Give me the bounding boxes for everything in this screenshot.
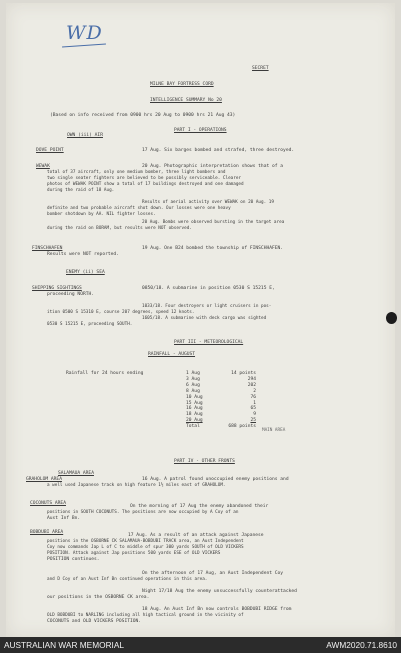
section-heading: RAINFALL - AUGUST [148,352,196,357]
entry-line: a well used Japanese track on high feature 1½ miles east of GRAHOLOM. [47,483,226,488]
entry-line: Results were NOT reported. [47,252,119,257]
entry-line: 0530 S 15215 E, proceeding SOUTH. [47,322,133,327]
part-heading: PART I - OPERATIONS [174,128,227,133]
entry-line: during the raid of 18 Aug. [47,188,115,193]
footer-institution: AUSTRALIAN WAR MEMORIAL [4,640,125,650]
section-heading: ENEMY (ii) SEA [66,270,105,275]
rainfall-value: 202 [247,382,256,388]
rainfall-value: 76 [250,394,256,400]
rainfall-value: 1 [253,400,256,406]
entry-line: OLD BOBDUBI to NARLING including all high tactical ground in the vicinity of [47,613,244,618]
entry-line: 1605/18. A submarine with deck cargo was sighted [142,316,267,321]
entry-line: our positions in the OSBORNE CK area. [47,595,150,600]
entry-line: 1033/18. Four destroyers or light cruisers in pos- [142,304,272,309]
entry-line: positions in SOUTH COCONUTS. The positions are now occupied by A Coy of an [47,510,239,515]
entry-line: 17 Aug. As a result of an attack against Japanese [128,533,264,538]
entry-line: 16 Aug. A patrol found unoccupied enemy positions and [142,477,289,482]
rainfall-value: 65 [250,406,256,412]
area-label: DOVE POINT [36,148,64,153]
handwritten-annotation: WD [66,22,103,44]
classification-mark: SECRET [252,66,269,71]
rainfall-table [186,371,256,430]
org-heading: MILNE BAY FORTRESS CORD [150,82,214,87]
entry-line: POSITION continues. [47,557,100,562]
rainfall-value: 2 [253,388,256,394]
rainfall-value: 688 points [228,424,256,430]
entry-line: Results of aerial activity over WEWAK on 20 Aug. 19 [142,200,274,205]
entry-line: two single seater fighters are believed to be possibly serviceable. Clearer [47,176,242,181]
entry-line: 18 Aug. An Aust Inf Bn now controls BOBDUBI RIDGE from [142,607,292,612]
punch-hole [386,312,397,324]
area-label: BOBDUBI AREA [30,530,64,535]
summary-title: INTELLIGENCE SUMMARY No 20 [150,98,222,103]
rainfall-day: 18 Aug [186,412,203,418]
rainfall-value: 9 [253,412,256,418]
entry-line: Coy now commands Jap L of C to middle of spur 300 yards SOUTH of OLD VICKERS [47,545,244,550]
summary-basis: (Based on info received from 0900 hrs 20 Aug to 0900 hrs 21 Aug 43) [50,113,236,118]
rainfall-day: 6 Aug [186,382,200,388]
area-label: SALAMAUA AREA [58,471,94,476]
area-label: WEWAK [36,164,50,169]
rainfall-value: 25 [250,418,256,424]
entry-line: On the afternoon of 17 Aug, an Aust Independent Coy [142,571,284,576]
entry-line: COCONUTS and OLD VICKERS POSITION. [47,619,142,624]
entry-line: during the raid on BORAM, but results were NOT observed. [47,226,192,231]
entry-line: ition 0500 S 15310 E, course 207 degrees, speed 12 knots. [47,310,195,315]
rainfall-day: Total [186,424,200,430]
entry-text: 17 Aug. Six barges bombed and strafed, three destroyed. [142,148,295,153]
rainfall-intro: Rainfall for 24 hours ending [66,371,144,376]
entry-line: bomber shotdown by AA. NIL fighter losses. [47,212,156,217]
archive-footer [0,637,401,653]
entry-line: 20 Aug. Bombs were observed bursting in the target area [142,220,285,225]
section-heading: OWN (iii) AIR [67,133,103,138]
entry-line: 0850/18. A submarine in position 0530 S 15215 E, [142,286,275,291]
entry-line: proceeding NORTH. [47,292,95,297]
rainfall-total-row [186,424,256,430]
rainfall-day: 20 Aug [186,418,203,424]
rainfall-day: 10 Aug [186,394,203,400]
entry-line: Night 17/18 Aug the enemy unsuccessfully counterattacked [142,589,297,594]
area-label: GRAHOLOM AREA [26,477,62,482]
part-heading: PART III - METEOROLOGICAL [174,340,244,345]
rainfall-note: MAIN AREA [262,428,286,433]
entry-line: and D Coy of an Aust Inf Bn continued operations in this area. [47,577,208,582]
footer-accession-number: AWM2020.71.8610 [326,640,397,650]
area-label: SHIPPING SIGHTINGS [32,286,82,291]
entry-line: Aust Inf Bn. [47,516,81,521]
rainfall-day: 15 Aug [186,400,203,406]
rainfall-value: 14 points [231,371,256,376]
entry-line: definite and two probable aircraft shot down. Our losses were one heavy [47,206,231,211]
entry-line: On the morning of 17 Aug the enemy abandoned their [130,504,269,509]
rainfall-day: 3 Aug [186,376,200,382]
area-label: FINSCHHAFEN [32,246,63,251]
entry-line: positions in the OSBORNE CK SALAMAUA-BOBDUBI TRACK area, an Aust Independent [47,539,244,544]
rainfall-day: 1 Aug [186,371,200,376]
rainfall-day: 16 Aug [186,406,203,412]
entry-line: photos of WEWAK POINT show a total of 17 buildings destroyed and one damaged [47,182,244,187]
area-label: COCONUTS AREA [30,501,66,506]
entry-line: 19 Aug. One B24 bombed the township of FINSCHHAFEN. [142,246,284,251]
rainfall-day: 8 Aug [186,388,200,394]
rainfall-value: 294 [247,376,256,382]
part-heading: PART IV - OTHER FRONTS [174,459,235,464]
entry-line: 20 Aug. Photographic interpretation shows that of a [142,164,284,169]
entry-line: POSITION. Attack against Jap positions 500 yards ESE of OLD VICKERS [47,551,221,556]
entry-line: total of 37 aircraft, only one medium bomber, three light bombers and [47,170,226,175]
